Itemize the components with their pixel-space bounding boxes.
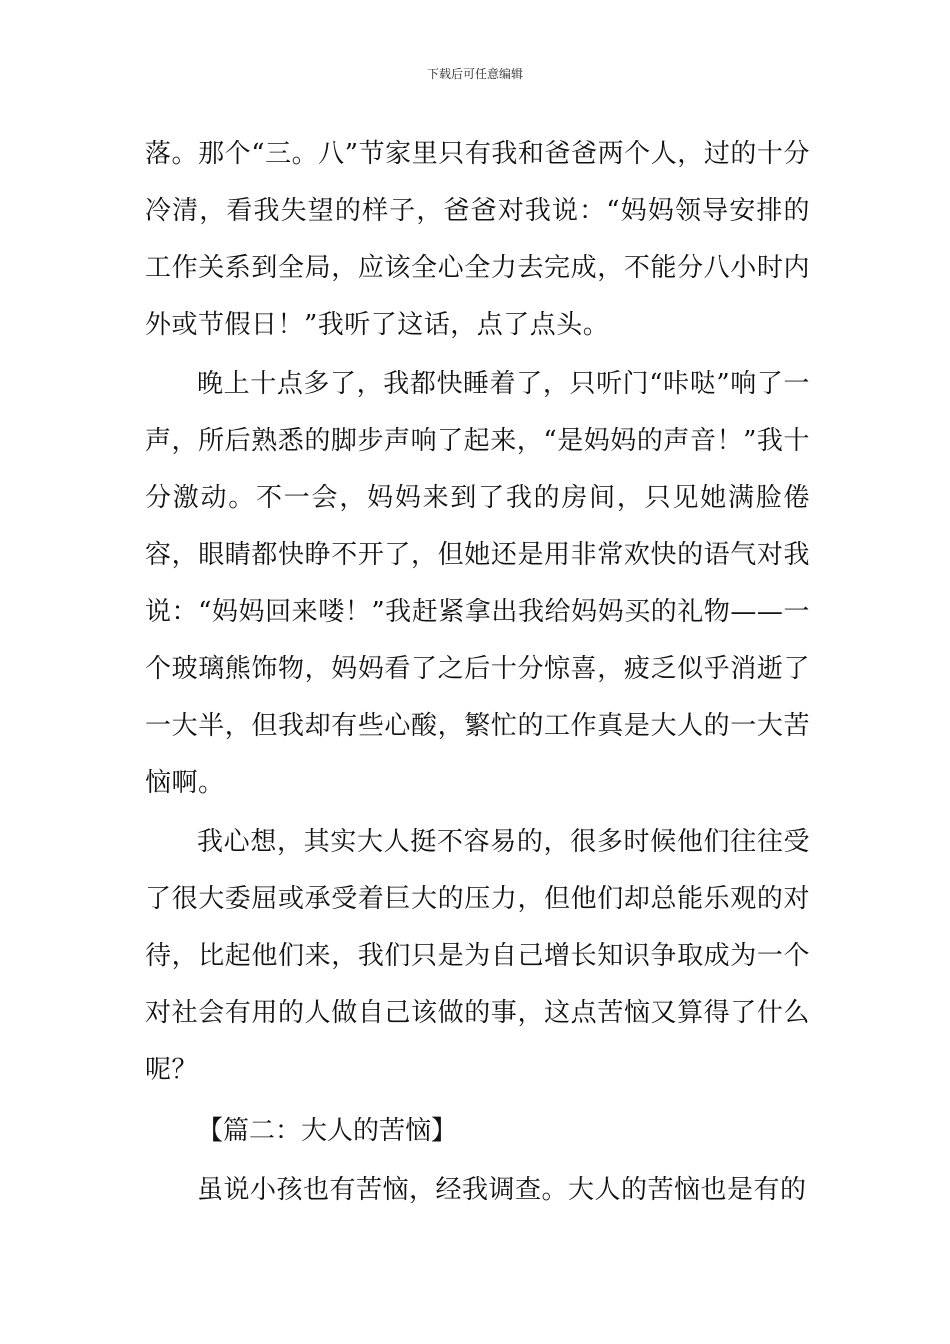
body-text xyxy=(145,126,810,1219)
page-header: 下载后可任意编辑 xyxy=(426,67,523,81)
paragraph-1: 落。那个“三。八”节家里只有我和爸爸两个人，过的十分冷清，看我失望的样子，爸爸对我说：“妈妈领导安排的工作关系到全局，应该全心全力去完成，不能分八小时内外或节假日！”我听了这话，点了点头。 xyxy=(145,139,810,340)
section-heading: 【篇二：大人的苦恼】 xyxy=(197,1116,458,1146)
paragraph-4: 虽说小孩也有苦恼，经我调查。大人的苦恼也是有的 xyxy=(197,1175,807,1205)
paragraph-2: 晚上十点多了，我都快睡着了，只听门“咔哒”响了一声，所后熟悉的脚步声响了起来，“是妈妈的声音！”我十分激动。不一会，妈妈来到了我的房间，只见她满脸倦容，眼睛都快睁不开了，但她还是用非常欢快的语气对我说：“妈妈回来喽！”我赶紧拿出我给妈妈买的礼物——一个玻璃熊饰物，妈妈看了之后十分惊喜，疲乏似乎消逝了一大半，但我却有些心酸，繁忙的工作真是大人的一大苦恼啊。 xyxy=(145,369,810,798)
paragraph-3: 我心想，其实大人挺不容易的，很多时候他们往往受了很大委屈或承受着巨大的压力，但他们却总能乐观的对待，比起他们来，我们只是为自己增长知识争取成为一个对社会有用的人做自己该做的事，这点苦恼又算得了什么呢？ xyxy=(145,827,810,1085)
